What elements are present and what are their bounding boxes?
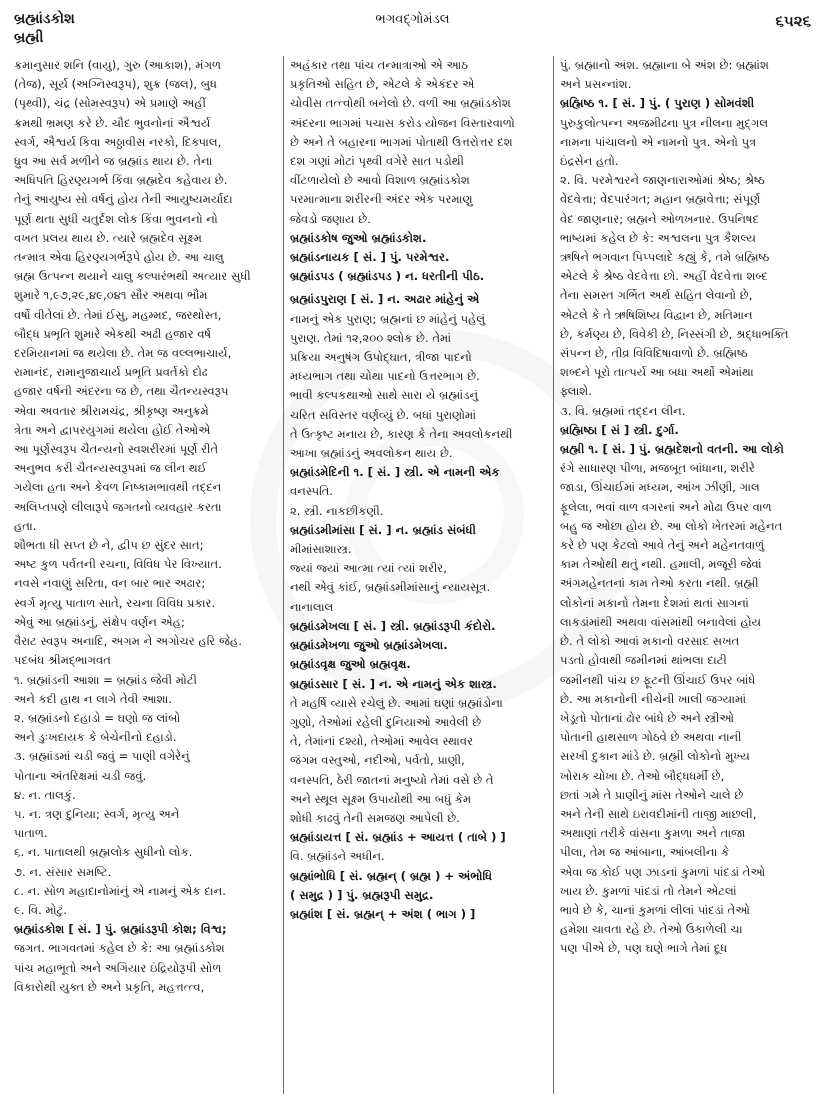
entry-headword-line: બ્રહ્મિષ્ઠા [ સં ] સ્ત્રી. દુર્ગા. xyxy=(560,422,679,437)
text-line: અંગમહેનતનાં કામ તેઓ કરતા નથી. બ્રહ્મી xyxy=(560,576,759,591)
entry-headword-line: બ્રહ્માંડનાયક [ સં. ] પું. પરમેશ્વર. xyxy=(290,250,450,265)
text-line: જેવડો જણાય છે. xyxy=(290,211,371,226)
text-line: સંપન્ન છે, તીવ્ર વિવિદિષાવાળો છે. બ્રહ્મિષ્ઠ xyxy=(560,346,748,361)
text-line: ૧. બ્રહ્માંડની આશા = બ્રહ્માંડ જેવી મોટી xyxy=(14,672,197,687)
text-line: પાંચ મહાભૂતો અને અગિયાર ઇંદ્રિયોરૂપી સોળ xyxy=(14,960,222,975)
text-line: મીમાંસાશાસ્ત્ર. xyxy=(290,542,352,557)
text-line: એટલે કે તે ઋષિશિષ્ય વિદ્વાન છે, મતિમાન xyxy=(560,307,753,322)
text-line: અંદરના ભાગમાં પચાસ કરોડ યોજન વિસ્તારવાળો xyxy=(290,115,515,130)
text-line: છે, કર્મણ્ય છે, વિવેકી છે, નિસ્સંગી છે, શ્રદ્ધાભક્તિ xyxy=(560,326,789,341)
text-line: ખાય છે. કુમળાં પાંદડાં તો તેમને એટલાં xyxy=(560,883,737,898)
text-column-3 xyxy=(560,56,812,1094)
text-line: તેના સમસ્ત ગર્ભિત અર્થ સહિત લેવાનો છે, xyxy=(560,288,753,303)
book-title: ભગવદ્ગોમંડલ xyxy=(375,12,450,27)
entry-headword-line: બ્રહ્માંડમેદિની ૧. [ સં. ] સ્ત્રી. એ નામની એક xyxy=(290,465,500,480)
text-line: (પૃથ્વી), ચંદ્ર (સોમસ્વરૂપ) એ પ્રમાણે અહીં xyxy=(14,96,206,111)
text-line: આ પૂર્ણસ્વરૂપ ચૈતન્યનો સ્વશરીરમાં પૂર્ણ રીતે xyxy=(14,442,219,457)
text-line: વિકારોથી યુક્ત છે અને પ્રકૃતિ, મહત્તત્ત્વ, xyxy=(14,979,205,994)
text-line: ગુણો, તેઓમાં રહેલી દુનિયાઓ આવેલી છે xyxy=(290,714,482,729)
text-line: નામનું એક પુરાણ; બ્રહ્મનાં છ માંહેનું પહેલું xyxy=(290,311,486,326)
text-line: એવા અવતાર શ્રીરામચંદ્ર, શ્રીકૃષ્ણ અનુક્રમે xyxy=(14,403,209,418)
entry-headword-line: બ્રહ્માંશ [ સં. બ્રહ્મન્ + અંશ ( ભાગ ) ] xyxy=(290,906,476,921)
text-line: નથી એવું કાંઈ, બ્રહ્માંડમીમાંસાનું ન્યાયસૂત્ર. xyxy=(290,580,491,595)
text-line: ૭. ન. સંસાર સમષ્ટિ. xyxy=(14,864,112,879)
text-line: જંગમ વસ્તુઓ, નદીઓ, પર્વતો, પ્રાણી, xyxy=(290,753,465,768)
text-line: લાકડાંમાંથી અથવા વાંસમાંથી બનાવેલાં હોય xyxy=(560,614,762,629)
text-line: ભાવી કલ્પકથાઓ સાથે સારા યે બ્રહ્માંડનું xyxy=(290,388,479,403)
text-line: ૩. બ્રહ્માંડમાં ચડી જવું = પાણી વગેરેનું xyxy=(14,749,190,764)
text-line: ચરિત સવિસ્તર વર્ણવ્યું છે. બધાં પુરાણોમાં xyxy=(290,407,477,422)
guide-word-first: બ્રહ્માંડકોશ xyxy=(14,11,75,27)
text-line: નામના પાંચાલનો એ નામનો પુત્ર. એનો પુત્ર xyxy=(560,134,757,149)
text-line: જગત. ભાગવતમાં કહેલ છે કે: આ બ્રહ્માંડકોશ xyxy=(14,941,225,956)
text-line: તે ઉત્કૃષ્ટ મનાય છે, કારણ કે તેના અવલોકનથી xyxy=(290,426,513,441)
text-line: ઇંદ્રસેન હતો. xyxy=(560,154,619,169)
text-line: ગયેલા હતા અને કેવળ નિષ્કામભાવથી તદ્દન xyxy=(14,480,222,495)
text-line: છે. તે લોકો આવાં મકાનો વરસાદ સખત xyxy=(560,634,740,649)
text-line: અથાણાં તરીકે વાંસના કુમળા અને તાજા xyxy=(560,826,746,841)
text-line: પું. બ્રહ્માનો અંશ. બ્રહ્માના બે અંશ છે: બ્રહ્માંશ xyxy=(560,58,769,72)
page-number: ૬૫૨૬ xyxy=(775,12,811,30)
text-line: સરખી દુકાન માંડે છે. બ્રહ્મી લોકોનો મુખ્ય xyxy=(560,749,750,764)
text-line: નાનાલાલ xyxy=(290,599,334,614)
column-divider xyxy=(283,56,284,1094)
text-line: હતા. xyxy=(14,518,37,533)
text-line: બ્રહ્મ ઉત્પન્ન થયાને ચાલુ કલ્પારંભથી અત્યાર સુધી xyxy=(14,269,251,284)
text-line: તન્માત્ર એવા હિરણ્યગર્ભરૂપે હોય છે. આ ચાલુ xyxy=(14,250,224,265)
text-line: પીલા, તેમ જ આંબાના, આંબલીના કે xyxy=(560,845,730,860)
text-line: શૌભતા ધી સપ્ત છે ને, દ્વીપ છ સુંદર સાત; xyxy=(14,538,204,553)
text-line: પોતાની હાથસાળ ગોઠવે છે અથવા નાની xyxy=(560,730,742,745)
text-line: ત્રેતા અને દ્વાપરયુગમાં થયેલા હોઈ તેઓએ xyxy=(14,422,211,437)
text-line: શબ્દને પૂરો તાત્પર્ય આ બધા અર્થો એમાંથા xyxy=(560,365,754,380)
text-line: ૬. ન. પાતાલથી બ્રહ્મલોક સુધીનો લોક. xyxy=(14,845,193,860)
text-line: અને કદી હાથ ન લાગે તેવી આશા. xyxy=(14,691,173,706)
text-line: કરે છે પણ કેટલો આવે તેનું અને મહેનતવાળું xyxy=(560,538,765,553)
text-line: એટલે કે શ્રેષ્ઠ વેદવેત્તા છો. અહીં વેદવેત્તા શબ્દ xyxy=(560,269,768,284)
text-line: પૂર્ણ થતા સુધી ચતુર્દશ લોક કિંવા ભુવનનો નો xyxy=(14,211,218,226)
text-line: ક્રમાનુસાર શનિ (વાયુ), ગુરુ (આકાશ), મંગળ xyxy=(14,58,222,72)
text-line: જમીનથી પાંચ છ ફૂટની ઊંચાઈ ઉપર બાંધે xyxy=(560,672,756,687)
text-line: સ્વર્ગ મૃત્યુ પાતાળ સાતે, રચના વિવિધ પ્રકાર. xyxy=(14,595,216,610)
entry-headword-line: બ્રહ્માંડકોશ [ સં. ] પું. બ્રહ્માંડરૂપી કોશ; વિશ્વ; xyxy=(14,922,227,937)
text-line: હમેશા ચાવતા રહે છે. તેઓ ઉકાળેલી ચા xyxy=(560,922,743,937)
entry-headword-line: બ્રહ્માંડમીમાંસા [ સં. ] ન. બ્રહ્માંડ સંબંધી xyxy=(290,522,476,537)
text-line: અધિપતિ હિરણ્યગર્ભ કિંવા બ્રહ્મદેવ કહેવાય છે. xyxy=(14,173,228,188)
text-line: અષ્ટ કુળ પર્વતની રચના, વિવિધ પેર વિખ્યાત. xyxy=(14,557,222,572)
text-line: તેનું આયુષ્ય સો વર્ષનું હોય તેની આયુષ્યમર્યાદા xyxy=(14,192,233,207)
text-line: દશ ગણાં મોટાં પૃથ્વી વગેરે સાત પડોથી xyxy=(290,154,464,169)
text-line: શોધી કાઢવું તેની સમજણ આપેલી છે. xyxy=(290,810,460,825)
text-line: ૨. વિ. પરમેશ્વરને જાણનારાઓમાં શ્રેષ્ઠ; શ્રેષ્ઠ xyxy=(560,173,765,188)
text-line: ક્રમથી ભ્રમણ કરે છે. ચૌદ ભુવનોનાં ઐશ્વર્ય xyxy=(14,115,211,130)
text-line: તે, તેમાંનાં દશ્યો, તેઓમાં આવેલ સ્થાવર xyxy=(290,734,474,749)
entry-headword-line: બ્રહ્માંડપુરાણ [ સં. ] ન. અઢાર માંહેનું એ xyxy=(290,292,480,307)
entry-headword-line: બ્રહ્માંડકોષ જુઓ બ્રહ્માંડકોશ. xyxy=(290,230,427,245)
text-line: અહંકાર તથા પાંચ તન્માત્રાઓ એ આઠ xyxy=(290,58,468,72)
text-line: રામાનંદ, રામાનુજાચાર્ય પ્રભૃતિ પ્રવર્તકો દોઢ xyxy=(14,365,208,380)
text-line: સ્વર્ગ, ઐશ્વર્ય કિવા અઠ્ઠાવીસ નરકો, દિક્પાલ, xyxy=(14,134,222,149)
text-line: વનસ્પતિ, ઠેરી જાતનાં મનુષ્યો તેમાં વસે છે તે xyxy=(290,772,494,787)
text-line: ઋષિને ભગવાન પિપ્પલાદે કહ્યું કે, તમે બ્રહ્મિષ્ઠ xyxy=(560,250,770,265)
text-line: રંગે સાધારણ પીળા, મજબૂત બાંધાના, શરીરે xyxy=(560,461,755,476)
text-line: પડતો હોવાથી જમીનમાં થાંભલા દાટી xyxy=(560,653,727,668)
text-line: બૌદ્ધ પ્રભૃતિ શુમારે એકથી અઢી હજાર વર્ષ xyxy=(14,326,212,341)
text-line: છે. આ મકાનોની નીચેની ખાલી જગ્યામાં xyxy=(560,691,747,706)
text-line: એવું આ બ્રહ્માંડનું, સંક્ષેપ વર્ણન એહ; xyxy=(14,614,185,629)
text-column-1 xyxy=(14,56,276,1094)
text-line: આખા બ્રહ્માંડનું અવલોકન થાય છે. xyxy=(290,446,453,461)
text-line: ૯. વિ. મોટું. xyxy=(14,902,67,917)
text-line: નવસે નવાણું સરિતા, વન બાર ભાર અઢાર; xyxy=(14,576,206,591)
text-line: ચોવીસ તત્ત્વોથી બનેલો છે. વળી આ બ્રહ્માંડકોશ xyxy=(290,96,511,111)
text-line: હજાર વર્ષની અંદરના જ છે, તથા ચૈતન્યસ્વરૂપ xyxy=(14,384,229,399)
text-line: અને તેની સાથે ઇરાવદીમાંની તાજી માછલી, xyxy=(560,806,757,821)
text-line: ખેડૂતો પોતાનાં ઢોર બાંધે છે અને સ્ત્રીઓ xyxy=(560,710,735,725)
text-line: ૮. ન. સોળ મહાદાનોમાંનું એ નામનું એક દાન. xyxy=(14,883,226,898)
text-line: પરમાત્માના શરીરની અંદર એક પરમાણુ xyxy=(290,192,473,207)
text-line: પાતાળ. xyxy=(14,826,48,841)
guide-word-last: બ્રહ્મી xyxy=(14,30,44,46)
text-line: અલિપ્તપણે લીલારૂપે જગતનો વ્યવહાર કરતા xyxy=(14,499,222,514)
text-line: અને પ્રસન્નાંશ. xyxy=(560,77,632,92)
text-line: મધ્યભાગ તથા ચોથા પાદનો ઉત્તરભાગ છે. xyxy=(290,369,480,384)
text-line: છે અને તે બહારના ભાગમાં પોતાથી ઉત્તરોત્તર દશ xyxy=(290,134,513,149)
text-line: પણ પીએ છે, પણ ઘણે ભાગે તેમાં દૂધ xyxy=(560,941,728,956)
text-line: અને સ્થૂલ સૂક્ષ્મ ઉપાયોથી આ બધું કેમ xyxy=(290,791,472,806)
text-line: વેદવેત્તા; વેદપારંગત; મહાન બ્રહ્મવેત્તા; સંપૂર્ણ xyxy=(560,192,761,207)
text-line: વીંટળાયેલો છે આવો વિશાળ બ્રહ્માંડકોશ xyxy=(290,173,470,188)
text-line: બહુ જ ઓછા હોય છે. આ લોકો ખેતરમાં મહેનત xyxy=(560,518,783,533)
entry-headword-line: બ્રહ્મી ૧. [ સં. ] પું. બ્રહ્મદેશનો વતની. આ લોકો xyxy=(560,442,784,457)
entry-headword-line: બ્રહ્માંડાયત્ત [ સં. બ્રહ્માંડ + આયત્ત ( તાબે ) ] xyxy=(290,830,506,845)
text-line: શુમારે ૧,૯૭,૨૯,૪૯,૦૪૧ સૌર અથવા ભૌમ xyxy=(14,288,208,303)
entry-headword-line: બ્રહ્માંભોધિ [ સં. બ્રહ્મન્ ( બ્રહ્મ ) + અંભોધિ xyxy=(290,868,493,883)
page-header xyxy=(14,10,811,54)
entry-headword-line: બ્રહ્માંડમેખળા જુઓ બ્રહ્માંડમેખલા. xyxy=(290,638,448,653)
text-line: (તેજ), સૂર્ય (અગ્નિસ્વરૂપ), શુક્ર (જલ), બુધ xyxy=(14,77,217,92)
text-line: પોતાના અંતરિક્ષમાં ચડી જવું. xyxy=(14,768,147,783)
entry-headword-line: ( સમુદ્ર ) ] પું. બ્રહ્મરૂપી સમુદ્ર. xyxy=(290,887,434,902)
text-line: ફ્લાશે. xyxy=(560,384,592,399)
text-line: એવા જ કોઈ પણ ઝાડનાં કુમળાં પાંદડાં તેઓ xyxy=(560,864,766,879)
text-line: પુરુકુલોત્પન્ન અજમીઢના પુત્ર નીલના મુદ્ગલ xyxy=(560,115,769,130)
text-line: વૈરાટ સ્વરૂપ અનાદિ, અગમ ને અગોચર હરિ જેહ. xyxy=(14,634,242,649)
text-column-2 xyxy=(290,56,546,1094)
text-line: ધ્રુવ આ સર્વ મળીને જ બ્રહ્માંડ થાય છે. તેના xyxy=(14,154,213,169)
text-line: ભાવે છે કે, ચાનાં કુમળાં લીલાં પાંદડાં તેઓ xyxy=(560,902,750,917)
text-line: ૫. ન. ત્રણ દુનિયા; સ્વર્ગ, મૃત્યુ અને xyxy=(14,806,180,821)
text-line: જાડા, ઊંચાઈમાં મધ્યમ, આંખ ઝીણી, ગાલ xyxy=(560,480,760,495)
text-line: પ્રકૃતિઓ સહિત છે, એટલે કે એકંદર એ xyxy=(290,77,475,92)
entry-headword-line: બ્રહ્માંડવૃક્ષ જુઓ બ્રહ્મવૃક્ષ. xyxy=(290,657,411,672)
text-line: વર્ષો વીતેલાં છે. તેમાં ઈસુ, મહમ્મદ, જરથોસ્ત, xyxy=(14,307,222,322)
text-line: છતાં ગમે તે પ્રાણીનું માંસ તેઓને ચાલે છે xyxy=(560,787,744,802)
text-line: પુરાણ. તેમાં ૧૨,૨૦૦ શ્લોક છે. તેમાં xyxy=(290,330,452,345)
text-line: વનસ્પતિ. xyxy=(290,484,334,499)
text-line: વખત પ્રલય થાય છે. ત્યારે બ્રહ્મદેવ સૂક્ષ્મ xyxy=(14,230,202,245)
text-line: ૩. વિ. બ્રહ્મમાં તદ્દન લીન. xyxy=(560,403,686,418)
text-line: કામ તેઓથી થતું નથી. હમાલી, મજૂરી જેવાં xyxy=(560,557,762,572)
column-divider xyxy=(553,56,554,1094)
text-line: વેદ જાણનાર; બ્રહ્મને ઓળખનાર. ઉપનિષદ xyxy=(560,211,759,226)
text-line: તે મહર્ષિ વ્યાસે રચેલું છે. આમાં ઘણાં બ્રહ્માંડોના xyxy=(290,695,503,710)
text-line: ખોરાક ચોખા છે. તેઓ બૌદ્ધધર્મી છે, xyxy=(560,768,725,783)
text-line: દરમિયાનમાં જ થયેલા છે. તેમ જ વલ્લભાચાર્ય, xyxy=(14,346,232,361)
text-line: ૪. ન. તાલકું. xyxy=(14,787,76,802)
text-line: જ્યાં જ્યાં આત્મા ત્યાં ત્યાં શરીર, xyxy=(290,561,447,576)
text-line: પ્રક્રિયા અનુષંગ ઉપોદ્ઘાત, ત્રીજા પાદનો xyxy=(290,350,472,365)
entry-headword-line: બ્રહ્મિષ્ઠ ૧. [ સં. ] પું. ( પુરાણ ) સોમવંશી xyxy=(560,96,755,111)
text-line: લોકોનાં મકાનો તેમના દેશમાં થતાં સાગનાં xyxy=(560,595,749,610)
text-line: ૨. બ્રહ્માંડનો દહાડો = ઘણો જ લાંબો xyxy=(14,710,181,725)
text-line: ૨. સ્ત્રી. નાકછીકણી. xyxy=(290,503,384,518)
entry-headword-line: બ્રહ્માંડમેખલા [ સં. ] સ્ત્રી. બ્રહ્માંડરૂપી કંદોરો. xyxy=(290,618,496,633)
text-line: અને ડુઃખદાયક કે બેચેનીનો દહાડો. xyxy=(14,730,177,745)
text-line: પદબંધ શ્રીમદ્ભાગવત xyxy=(14,653,111,668)
text-line: ભાષ્યમાં કહેલ છે કે: અશ્વલના પુત્ર કૈશલ્ય xyxy=(560,230,757,245)
text-line: ફૂલેલા, ભવાં વાળ વગરનાં અને મોઢા ઉપર વાળ xyxy=(560,499,772,514)
text-line: વિ. બ્રહ્માંડને અધીન. xyxy=(290,849,385,864)
text-line: અનુભવ કરી ચૈતન્યસ્વરૂપમાં જ લીન થઈ xyxy=(14,461,207,476)
entry-headword-line: બ્રહ્માંડપડ ( બ્રહ્માંડપડ ) ન. ધરતીની પીઠ. xyxy=(290,269,485,284)
entry-headword-line: બ્રહ્માંડસાર [ સં. ] ન. એ નામનું એક શાસ્ત્ર. xyxy=(290,676,497,691)
